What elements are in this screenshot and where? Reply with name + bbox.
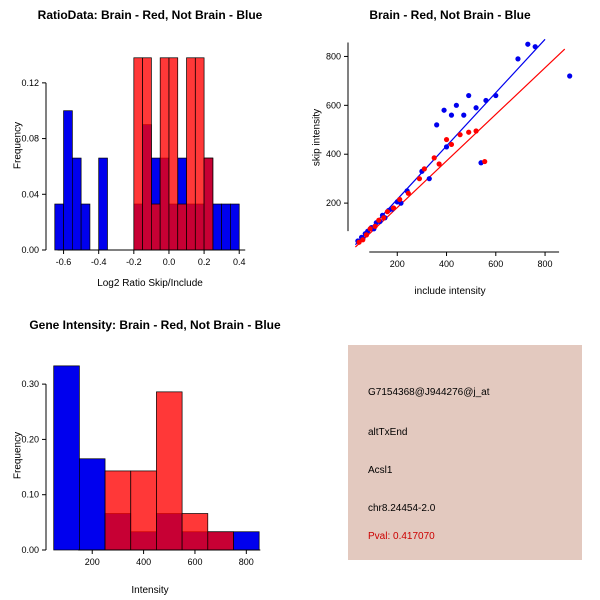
ratio-histogram-panel: [0, 0, 300, 300]
scatter-point: [483, 98, 488, 103]
scatter-point: [441, 108, 446, 113]
scatter-point: [364, 232, 369, 237]
scatter-yaxis-label: skip intensity: [311, 108, 323, 167]
histogram-bar: [79, 459, 105, 550]
histogram-bar: [169, 58, 178, 250]
scatter-point: [466, 93, 471, 98]
y-tick-label: 0.20: [21, 434, 39, 445]
histogram-bar: [151, 204, 160, 250]
histogram-bar: [99, 158, 108, 250]
y-tick-label: 600: [325, 100, 341, 111]
y-tick-label: 0.10: [21, 489, 39, 500]
histogram-bar: [54, 366, 80, 550]
scatter-point: [461, 113, 466, 118]
y-tick-label: 200: [325, 198, 341, 209]
gene-histogram-panel: [0, 300, 300, 600]
histogram-bar: [134, 58, 143, 250]
x-tick-label: 400: [439, 259, 455, 269]
x-tick-label: 600: [488, 259, 504, 269]
histogram-bar: [230, 204, 239, 250]
gene-histogram-title: Gene Intensity: Brain - Red, Not Brain - Blue: [29, 318, 281, 332]
scatter-point: [385, 209, 390, 214]
histogram-bar: [64, 111, 73, 250]
x-tick-label: -0.4: [90, 257, 107, 267]
scatter-title: Brain - Red, Not Brain - Blue: [369, 8, 531, 22]
scatter-point: [457, 132, 462, 137]
y-tick-label: 0.30: [21, 379, 39, 390]
scatter-point: [397, 197, 402, 202]
scatter-point: [376, 218, 381, 223]
scatter-xaxis-label: include intensity: [414, 286, 486, 297]
x-tick-label: 400: [136, 557, 152, 567]
scatter-point: [454, 103, 459, 108]
x-tick-label: -0.6: [55, 257, 72, 267]
ratio-histogram-svg: [0, 0, 300, 300]
scatter-point: [449, 142, 454, 147]
histogram-bar: [208, 532, 234, 550]
ratio-xaxis-label: Log2 Ratio Skip/Include: [97, 278, 203, 289]
info-panel: [348, 345, 582, 560]
probe-id-text: G7154368@J944276@j_at: [368, 387, 490, 398]
y-tick-label: 0.00: [21, 245, 39, 255]
x-tick-label: 600: [187, 557, 203, 567]
histogram-bar: [160, 58, 169, 250]
scatter-panel: [300, 0, 600, 300]
scatter-point: [466, 130, 471, 135]
scatter-point: [406, 191, 411, 196]
scatter-svg: [300, 0, 600, 300]
gene-histogram-svg: [0, 300, 300, 600]
histogram-bar: [222, 204, 231, 250]
scatter-point: [381, 215, 386, 220]
scatter-point: [444, 144, 449, 149]
scatter-point: [515, 56, 520, 61]
histogram-bar: [178, 204, 187, 250]
ratio-yaxis-label: Frequency: [12, 121, 24, 170]
ratio-histogram-title: RatioData: Brain - Red, Not Brain - Blue: [37, 8, 263, 22]
y-tick-label: 0.00: [21, 545, 39, 555]
histogram-bar: [195, 58, 204, 250]
scatter-point: [422, 166, 427, 171]
scatter-point: [360, 237, 365, 242]
histogram-bar: [143, 58, 152, 250]
histogram-bar: [105, 471, 131, 550]
x-tick-label: -0.2: [126, 257, 142, 267]
histogram-bar: [204, 158, 213, 250]
pval-text: Pval: 0.417070: [368, 531, 435, 542]
histogram-bar: [81, 204, 90, 250]
gene-xaxis-label: Intensity: [131, 585, 169, 596]
x-tick-label: 0.2: [197, 257, 211, 267]
histogram-bar: [55, 204, 64, 250]
y-tick-label: 0.04: [21, 189, 39, 200]
scatter-point: [372, 224, 377, 229]
scatter-point: [437, 161, 442, 166]
locus-text: chr8.24454-2.0: [368, 503, 436, 514]
x-tick-label: 0.0: [162, 257, 176, 267]
gene-yaxis-label: Frequency: [12, 431, 24, 480]
x-tick-label: 200: [389, 259, 405, 269]
histogram-bar: [156, 392, 182, 550]
histogram-bar: [213, 204, 222, 250]
histogram-bar: [131, 471, 157, 550]
scatter-point: [417, 176, 422, 181]
histogram-bar: [187, 58, 196, 250]
x-tick-label: 200: [84, 557, 100, 567]
y-tick-label: 0.08: [21, 133, 39, 144]
y-tick-label: 400: [325, 149, 341, 160]
histogram-bar: [182, 514, 208, 550]
scatter-point: [449, 113, 454, 118]
x-tick-label: 800: [537, 259, 553, 269]
scatter-point: [525, 42, 530, 47]
histogram-bar: [72, 158, 81, 250]
scatter-point: [391, 205, 396, 210]
histogram-bar: [233, 532, 259, 550]
scatter-point: [567, 73, 572, 78]
scatter-point: [444, 137, 449, 142]
x-tick-label: 0.4: [232, 257, 246, 267]
scatter-point: [434, 122, 439, 127]
scatter-point: [368, 226, 373, 231]
y-tick-label: 800: [325, 51, 341, 62]
x-tick-label: 800: [238, 557, 254, 567]
scatter-point: [482, 159, 487, 164]
y-tick-label: 0.12: [21, 77, 39, 88]
scatter-point: [493, 93, 498, 98]
scatter-point: [473, 128, 478, 133]
scatter-point: [533, 44, 538, 49]
scatter-point: [427, 176, 432, 181]
event-type-text: altTxEnd: [368, 427, 408, 438]
scatter-point: [473, 105, 478, 110]
scatter-point: [432, 155, 437, 160]
gene-symbol-text: Acsl1: [368, 465, 393, 476]
